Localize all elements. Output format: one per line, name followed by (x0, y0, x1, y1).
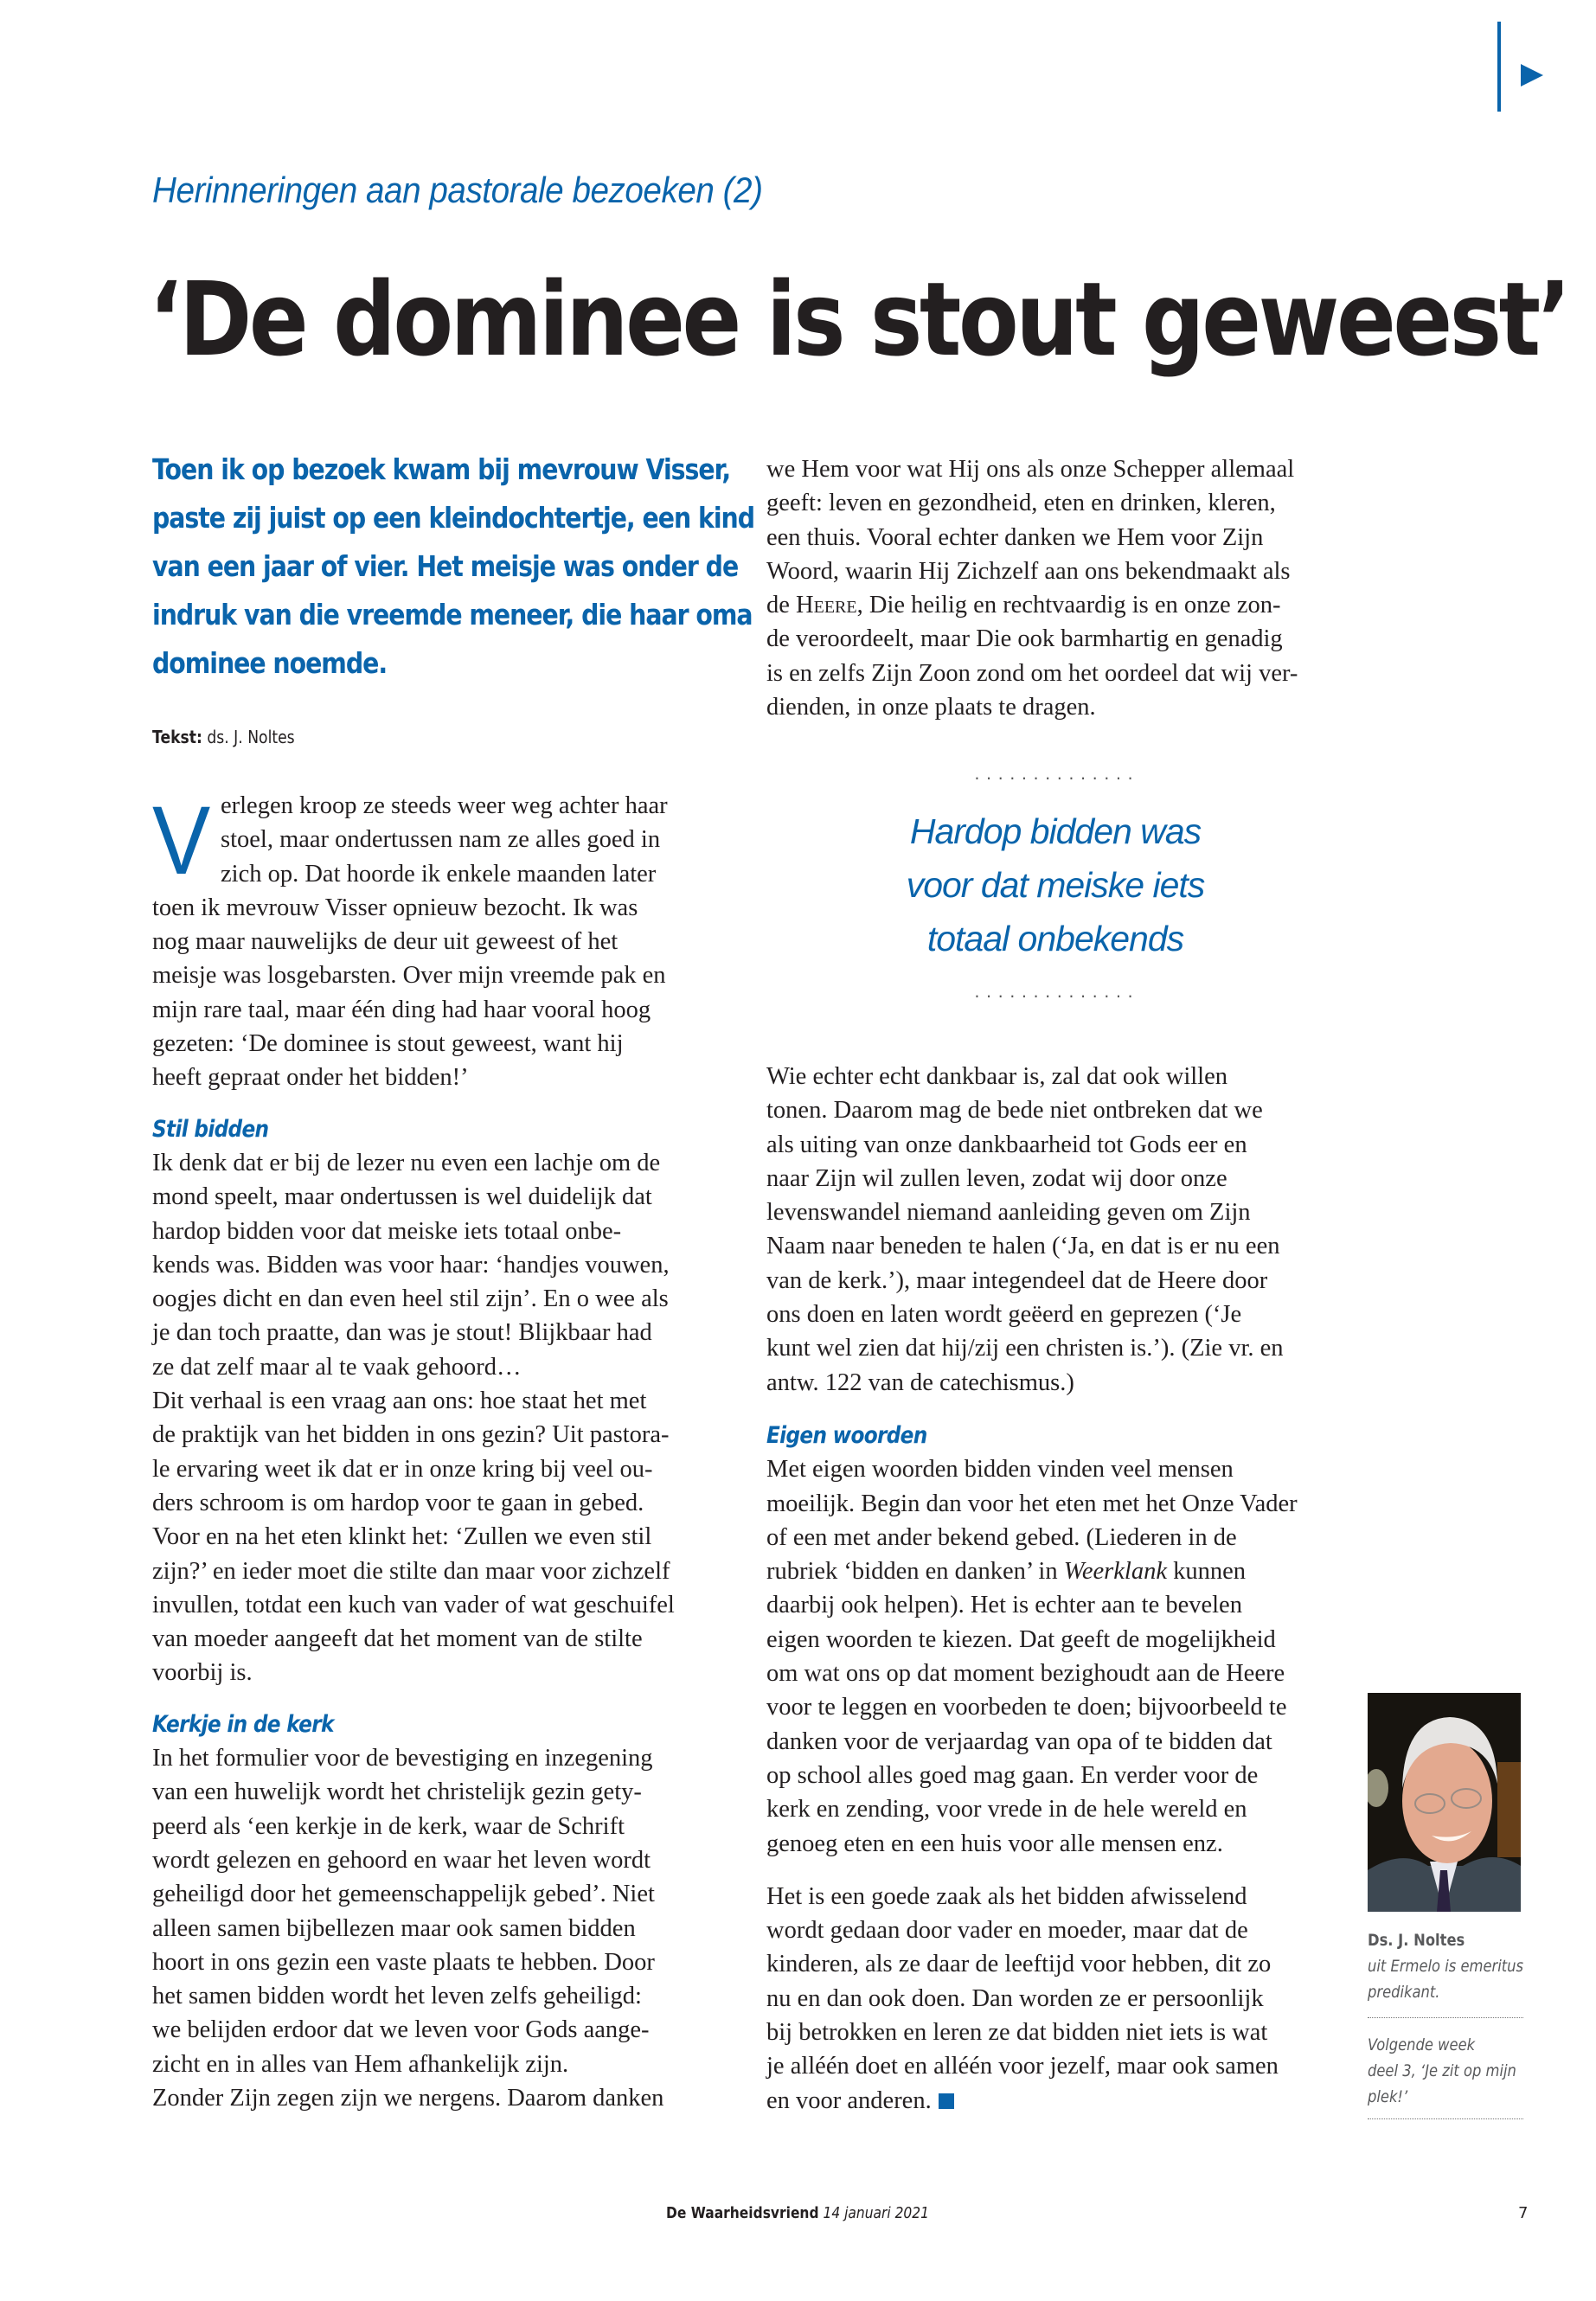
text-line: le ervaring weet ik dat er in onze kring bij veel ou- (152, 1455, 653, 1483)
text-line: ze dat zelf maar al te vaak gehoord… (152, 1353, 522, 1381)
pull-quote-dotted-rule-bottom: .............. (972, 984, 1138, 1001)
text-line: ons doen en laten wordt geëerd en geprezen (‘Je (766, 1301, 1242, 1329)
text-line: tonen. Daarom mag de bede niet ontbreken dat we (766, 1097, 1263, 1125)
text-line: zijn?’ en ieder moet die stilte dan maar voor zichzelf (152, 1557, 670, 1585)
dropcap-letter: V (152, 786, 211, 894)
text-line: eigen woorden te kiezen. Dat geeft de mogelijkheid (766, 1625, 1276, 1653)
author-bio-line: predikant. (1368, 1983, 1440, 2002)
text-line: genoeg eten en een huis voor alle mensen enz. (766, 1830, 1223, 1857)
text-line: Ik denk dat er bij de lezer nu even een lachje om de (152, 1149, 661, 1176)
article-kicker: Herinneringen aan pastorale bezoeken (2) (152, 170, 763, 210)
byline (152, 727, 295, 747)
text-line: voor te leggen en voorbeden te doen; bijvoorbeeld te (766, 1694, 1287, 1721)
text-line: moeilijk. Begin dan voor het eten met het Onze Vader (766, 1490, 1298, 1517)
text-line: heeft gepraat onder het bidden!’ (152, 1064, 469, 1092)
text-line: kerk en zending, voor vrede in de hele wereld en (766, 1796, 1247, 1823)
lead-line: indruk van die vreemde meneer, die haar oma (152, 598, 753, 631)
text-line: bij betrokken en leren ze dat bidden niet iets is wat (766, 2019, 1268, 2047)
text-line: wordt gelezen en gehoord en waar het leven wordt (152, 1846, 651, 1874)
paragraph-gap (152, 1095, 723, 1112)
text-line: alleen samen bijbellezen maar ook samen bidden (152, 1914, 636, 1942)
text-line: nog maar nauwelijks de deur uit geweest of het (152, 928, 619, 956)
text-line: hoort in ons gezin een vaste plaats te hebben. Door (152, 1948, 655, 1976)
right-column-top (766, 452, 1337, 724)
pull-quote-line: totaal onbekends (926, 919, 1184, 958)
text-fragment: kunnen (1166, 1558, 1246, 1586)
text-line: erlegen kroop ze steeds weer weg achter haar (221, 792, 668, 819)
article-lead (152, 445, 754, 688)
intro-paragraph-dropcap (152, 786, 723, 894)
byline-author: ds. J. Noltes (207, 727, 295, 747)
pull-quote-line: voor dat meiske iets (906, 865, 1205, 905)
paragraph-gap (766, 1400, 1337, 1419)
text-line: gezeten: ‘De dominee is stout geweest, want hij (152, 1030, 624, 1058)
text-line: de Heere, Die heilig en rechtvaardig is en onze zon- (766, 592, 1281, 619)
text-line: voorbij is. (152, 1659, 253, 1687)
text-line: Met eigen woorden bidden vinden veel mensen (766, 1456, 1234, 1484)
paragraph-gap (766, 1861, 1337, 1880)
text-line: op school alles goed mag gaan. En verder voor de (766, 1761, 1259, 1789)
text-line: we belijden erdoor dat we leven voor Gods aange- (152, 2016, 650, 2044)
left-column (152, 786, 723, 2115)
text-line: we Hem voor wat Hij ons als onze Schepper allemaal (766, 456, 1295, 483)
text-line: het samen bidden wordt het leven zelfs geheiligd: (152, 1983, 642, 2010)
text-fragment: en voor anderen. (766, 2086, 932, 2114)
text-line: In het formulier voor de bevestiging en inzegening (152, 1745, 653, 1772)
text-line: van moeder aangeeft dat het moment van de stilte (152, 1625, 643, 1653)
text-line: ders schroom is om hardop voor te gaan in gebed. (152, 1489, 644, 1516)
page-footer (666, 2204, 929, 2222)
text-line: Dit verhaal is een vraag aan ons: hoe staat het met (152, 1388, 647, 1415)
text-line: Naam naar beneden te halen (‘Ja, en dat is er nu een (766, 1233, 1280, 1260)
lead-line: paste zij juist op een kleindochtertje, een kind (152, 501, 754, 535)
section1 (152, 1095, 723, 1690)
section2 (152, 1690, 723, 2116)
lead-line: van een jaar of vier. Het meisje was onder de (152, 549, 739, 583)
publication-name: De Waarheidsvriend (666, 2204, 819, 2222)
section-heading: Stil bidden (152, 1115, 269, 1143)
text-line: een thuis. Vooral echter danken we Hem voor Zijn (766, 523, 1264, 551)
pull-quote-text (865, 804, 1246, 965)
text-line: of een met ander bekend gebed. (Liederen in de (766, 1523, 1237, 1551)
text-line: nu en dan ook doen. Dan worden ze er persoonlijk (766, 1984, 1264, 2012)
text-line: toen ik mevrouw Visser opnieuw bezocht. Ik was (152, 894, 638, 921)
text-line: kinderen, als ze daar de leeftijd voor hebben, dit zo (766, 1951, 1272, 1978)
text-line: geheiligd door het gemeenschappelijk gebed’. Niet (152, 1881, 655, 1908)
author-portrait-image (1368, 1693, 1521, 1912)
text-line: naar Zijn wil zullen leven, zodat wij door onze (766, 1164, 1227, 1192)
text-line (766, 2084, 1337, 2118)
page-number: 7 (1518, 2204, 1529, 2222)
text-line: antw. 122 van de catechismus.) (766, 1368, 1074, 1396)
pull-quote-dotted-rule-top: .............. (972, 766, 1138, 783)
next-episode-line: plek!’ (1368, 2087, 1408, 2106)
lord-name-smallcaps: Heere (796, 592, 857, 619)
text-line: als uiting van onze dankbaarheid tot Gods eer en (766, 1131, 1247, 1158)
article-headline: ‘De dominee is stout geweest’ (149, 260, 1568, 379)
lead-line: dominee noemde. (152, 646, 388, 680)
next-page-arrow-icon[interactable] (1521, 64, 1543, 87)
text-line: peerd als ‘een kerkje in de kerk, waar de Schrift (152, 1812, 625, 1840)
text-line: stoel, maar ondertussen nam ze alles goed in (221, 826, 661, 854)
sidebar-divider (1368, 2118, 1523, 2119)
text-line: Het is een goede zaak als het bidden afwisselend (766, 1882, 1247, 1910)
text-line: zich op. Dat hoorde ik enkele maanden later (221, 860, 657, 888)
text-line: je dan toch praatte, dan was je stout! Blijkbaar had (152, 1319, 652, 1347)
text-line: geeft: leven en gezondheid, eten en drinken, kleren, (766, 490, 1276, 517)
paragraph-gap (152, 1690, 723, 1708)
author-name: Ds. J. Noltes (1368, 1931, 1465, 1950)
text-line: oogjes dicht en dan even heel stil zijn’. En o wee als (152, 1285, 669, 1313)
text-line: mond speelt, maar ondertussen is wel duidelijk dat (152, 1183, 652, 1211)
text-line: je alléén doet en alléén voor jezelf, maar ook samen (766, 2053, 1279, 2080)
next-episode-line: Volgende week (1368, 2035, 1476, 2054)
pull-quote-line: Hardop bidden was (909, 811, 1202, 851)
page-edge-rule (1497, 22, 1501, 112)
next-episode-line: deel 3, ‘Je zit op mijn (1368, 2061, 1516, 2080)
text-line: levenswandel niemand aanleiding geven om Zijn (766, 1199, 1251, 1227)
text-line: is en zelfs Zijn Zoon zond om het oordeel dat wij ver- (766, 659, 1298, 687)
text-line (766, 1554, 1337, 1588)
text-line: kends was. Bidden was voor haar: ‘handjes vouwen, (152, 1251, 670, 1279)
text-line: Voor en na het eten klinkt het: ‘Zullen we even stil (152, 1523, 652, 1551)
section-heading: Eigen woorden (766, 1421, 927, 1449)
text-line: zicht en in alles van Hem afhankelijk zijn. (152, 2050, 569, 2078)
text-line: Woord, waarin Hij Zichzelf aan ons bekendmaakt als (766, 557, 1291, 585)
byline-label: Tekst: (152, 727, 202, 747)
text-line: danken voor de verjaardag van opa of te bidden dat (766, 1727, 1272, 1755)
intro-paragraph (152, 891, 723, 1095)
sidebar-divider (1368, 2017, 1523, 2018)
text-line: kunt wel zien dat hij/zij een christen is.’). (Zie vr. en (766, 1335, 1284, 1362)
text-line: van een huwelijk wordt het christelijk gezin gety- (152, 1779, 642, 1806)
text-line: hardop bidden voor dat meiske iets totaal onbe- (152, 1217, 622, 1245)
text-line: dienden, in onze plaats te dragen. (766, 694, 1096, 721)
text-line: om wat ons op dat moment bezighoudt aan de Heere (766, 1660, 1285, 1688)
author-info (1368, 1927, 1523, 2133)
author-bio-line: uit Ermelo is emeritus (1368, 1957, 1524, 1976)
text-line: Zonder Zijn zegen zijn we nergens. Daarom danken (152, 2084, 664, 2112)
text-line: van de kerk.’), maar integendeel dat de Heere door (766, 1266, 1268, 1294)
text-fragment: rubriek ‘bidden en danken’ in (766, 1558, 1064, 1586)
section-heading: Kerkje in de kerk (152, 1710, 334, 1738)
text-line: de veroordeelt, maar Die ook barmhartig en genadig (766, 625, 1283, 653)
text-line: mijn rare taal, maar één ding had haar vooral hoog (152, 996, 651, 1023)
issue-date: 14 januari 2021 (823, 2204, 929, 2222)
text-line: wordt gedaan door vader en moeder, maar dat de (766, 1917, 1248, 1945)
publication-title-weerklank: Weerklank (1063, 1558, 1167, 1586)
article-end-square-icon (939, 2093, 954, 2109)
right-column-bottom (766, 1060, 1337, 2118)
text-line: meisje was losgebarsten. Over mijn vreemde pak en (152, 962, 666, 990)
text-line: daarbij ook helpen). Het is echter aan te bevelen (766, 1592, 1242, 1619)
text-line: de praktijk van het bidden in ons gezin? Uit pastora- (152, 1421, 670, 1449)
pull-quote (865, 768, 1246, 1000)
lead-line: Toen ik op bezoek kwam bij mevrouw Visser, (152, 452, 731, 486)
text-line: invullen, totdat een kuch van vader of wat geschuifel (152, 1591, 675, 1618)
text-line: Wie echter echt dankbaar is, zal dat ook willen (766, 1063, 1227, 1090)
author-photo (1368, 1693, 1521, 1912)
